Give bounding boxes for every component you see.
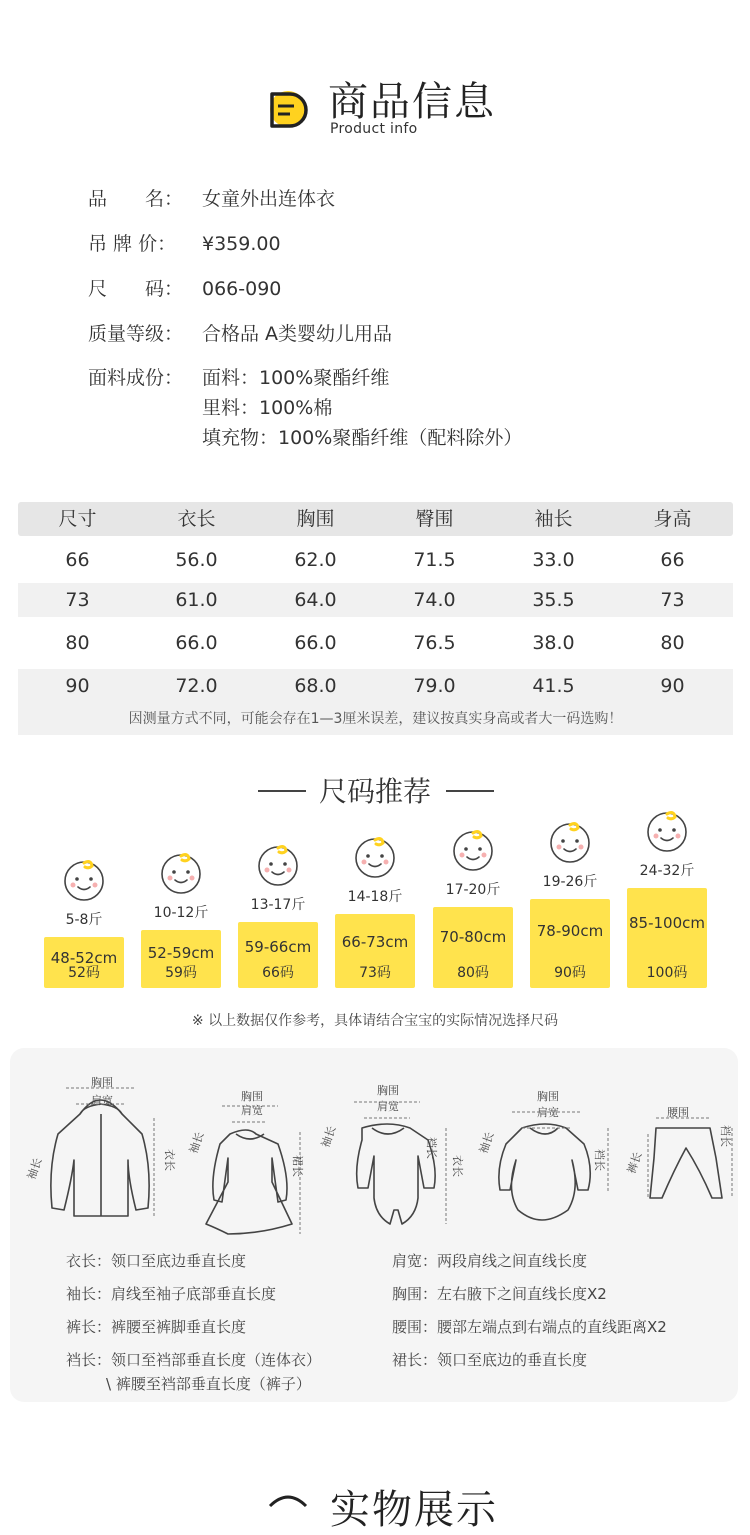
definition-left: 袖长：肩线至袖子底部垂直长度 <box>66 1285 277 1303</box>
info-value: 合格品 A类婴幼儿用品 <box>202 323 393 345</box>
definition-left: 衣长：领口至底边垂直长度 <box>66 1252 247 1270</box>
table-cell: 38.0 <box>532 632 575 654</box>
diagram-label-waist: 腰围 <box>667 1106 689 1119</box>
baby-face-icon <box>547 819 593 865</box>
height-range: 66-73cm <box>341 933 409 951</box>
table-header-cell: 身高 <box>653 508 692 530</box>
title-rule-right <box>446 790 494 792</box>
diagram-label-length: 衣长 <box>163 1149 176 1171</box>
table-cell: 90 <box>65 675 90 697</box>
info-label: 面料成份： <box>88 367 184 389</box>
table-row <box>18 583 733 617</box>
definition-left: \ 裤腰至裆部垂直长度（裤子） <box>106 1375 311 1393</box>
table-cell: 64.0 <box>294 589 337 611</box>
recommend-note: ※ 以上数据仅作参考，具体请结合宝宝的实际情况选择尺码 <box>191 1013 559 1029</box>
measure-guide-panel <box>10 1048 738 1402</box>
table-cell: 79.0 <box>413 675 456 697</box>
definition-right: 腰围：腰部左端点到右端点的直线距离X2 <box>392 1318 667 1336</box>
size-code: 52码 <box>68 965 100 981</box>
size-box <box>335 914 415 988</box>
diagram-label-shoulder: 肩宽 <box>241 1104 263 1117</box>
weight-range: 19-26斤 <box>542 874 598 890</box>
table-row <box>18 669 733 703</box>
diagram-label-shoulder: 肩宽 <box>377 1100 399 1113</box>
info-label: 质量等级： <box>88 323 184 345</box>
weight-range: 13-17斤 <box>250 897 306 913</box>
section-title-recommend: 尺码推荐 <box>318 775 431 808</box>
weight-range: 5-8斤 <box>65 912 103 928</box>
page-subtitle: Product info <box>330 121 418 137</box>
diagram-label-crotch: 裆长 <box>719 1125 732 1147</box>
diagram-label-pants: 裤长 <box>624 1150 645 1176</box>
size-box <box>433 907 513 988</box>
table-cell: 66.0 <box>294 632 337 654</box>
table-cell: 41.5 <box>532 675 575 697</box>
diagram-label-shoulder: 肩宽 <box>537 1106 559 1119</box>
diagram-label-length: 衣长 <box>451 1155 464 1177</box>
diagram-label-chest: 胸围 <box>377 1084 399 1097</box>
size-box <box>238 922 318 988</box>
section-logo-icon <box>268 1490 308 1520</box>
table-header-cell: 胸围 <box>296 508 335 530</box>
diagram-label-chest: 胸围 <box>241 1090 263 1103</box>
info-label: 尺 码： <box>88 278 184 300</box>
table-cell: 35.5 <box>532 589 575 611</box>
table-row <box>18 626 733 660</box>
diagram-label-sleeve: 袖长 <box>186 1130 207 1156</box>
info-label: 吊 牌 价： <box>88 233 177 255</box>
table-cell: 61.0 <box>175 589 218 611</box>
size-code: 66码 <box>262 965 294 981</box>
baby-face-icon <box>158 850 204 896</box>
table-cell: 66.0 <box>175 632 218 654</box>
weight-range: 14-18斤 <box>347 889 403 905</box>
garment-diagram <box>10 1048 738 1248</box>
table-cell: 33.0 <box>532 549 575 571</box>
size-code: 80码 <box>457 965 489 981</box>
table-cell: 72.0 <box>175 675 218 697</box>
table-note: 因测量方式不同，可能会存在1—3厘米误差，建议按真实身高或者大一码选购！ <box>18 703 733 735</box>
info-value: 066-090 <box>202 278 282 300</box>
table-cell: 68.0 <box>294 675 337 697</box>
definition-left: 裤长：裤腰至裤脚垂直长度 <box>66 1318 247 1336</box>
info-value: 女童外出连体衣 <box>202 188 336 210</box>
table-cell: 71.5 <box>413 549 456 571</box>
size-code: 90码 <box>554 965 586 981</box>
diagram-label-crotch: 裆长 <box>593 1149 606 1171</box>
diagram-label-sleeve: 袖长 <box>24 1156 45 1182</box>
size-code: 59码 <box>165 965 197 981</box>
height-range: 52-59cm <box>147 944 215 962</box>
section-title-showcase: 实物展示 <box>330 1487 498 1533</box>
size-code: 73码 <box>359 965 391 981</box>
table-cell: 73 <box>660 589 685 611</box>
height-range: 70-80cm <box>439 928 507 946</box>
diagram-label-chest: 胸围 <box>537 1090 559 1103</box>
diagram-label-chest: 胸围 <box>91 1076 113 1089</box>
definition-left: 裆长：领口至裆部垂直长度（连体衣） <box>66 1351 322 1369</box>
diagram-label-crotch: 裆长 <box>425 1137 438 1159</box>
table-cell: 66 <box>660 549 685 571</box>
table-header-cell: 臀围 <box>415 508 454 530</box>
table-cell: 74.0 <box>413 589 456 611</box>
definition-right: 胸围：左右腋下之间直线长度X2 <box>392 1285 607 1303</box>
diagram-label-shoulder: 肩宽 <box>91 1094 113 1107</box>
diagram-label-skirt: 裙长 <box>291 1155 304 1177</box>
definition-right: 肩宽：两段肩线之间直线长度 <box>392 1252 588 1270</box>
table-header-cell: 尺寸 <box>58 508 97 530</box>
baby-face-icon <box>644 808 690 854</box>
baby-face-icon <box>352 834 398 880</box>
table-header-cell: 袖长 <box>534 508 573 530</box>
baby-face-icon <box>61 857 107 903</box>
height-range: 48-52cm <box>50 949 118 967</box>
weight-range: 10-12斤 <box>153 905 209 921</box>
info-value: 里料：100%棉 <box>202 397 333 419</box>
weight-range: 24-32斤 <box>639 863 695 879</box>
info-value: ¥359.00 <box>202 233 281 255</box>
table-cell: 66 <box>65 549 90 571</box>
height-range: 59-66cm <box>244 938 312 956</box>
info-label: 品 名： <box>88 188 184 210</box>
page-title: 商品信息 <box>328 79 496 125</box>
baby-face-icon <box>255 842 301 888</box>
size-code: 100码 <box>646 965 688 981</box>
table-header-cell: 衣长 <box>177 508 216 530</box>
table-row <box>18 543 733 577</box>
table-cell: 80 <box>65 632 90 654</box>
size-box <box>44 937 124 988</box>
baby-face-icon <box>450 827 496 873</box>
diagram-label-sleeve: 袖长 <box>318 1124 339 1150</box>
height-range: 85-100cm <box>629 914 705 932</box>
diagram-label-sleeve: 袖长 <box>476 1130 497 1156</box>
height-range: 78-90cm <box>536 922 604 940</box>
size-box <box>530 899 610 988</box>
size-box <box>141 930 221 988</box>
table-cell: 76.5 <box>413 632 456 654</box>
info-value: 面料：100%聚酯纤维 <box>202 367 390 389</box>
table-cell: 62.0 <box>294 549 337 571</box>
table-cell: 56.0 <box>175 549 218 571</box>
table-cell: 73 <box>65 589 90 611</box>
size-box <box>627 888 707 988</box>
table-cell: 90 <box>660 675 685 697</box>
info-value: 填充物：100%聚酯纤维（配料除外） <box>202 427 523 449</box>
table-cell: 80 <box>660 632 685 654</box>
table-header-row <box>18 502 733 536</box>
header-logo-icon <box>264 84 312 130</box>
weight-range: 17-20斤 <box>445 882 501 898</box>
definition-right: 裙长：领口至底边的垂直长度 <box>392 1351 588 1369</box>
